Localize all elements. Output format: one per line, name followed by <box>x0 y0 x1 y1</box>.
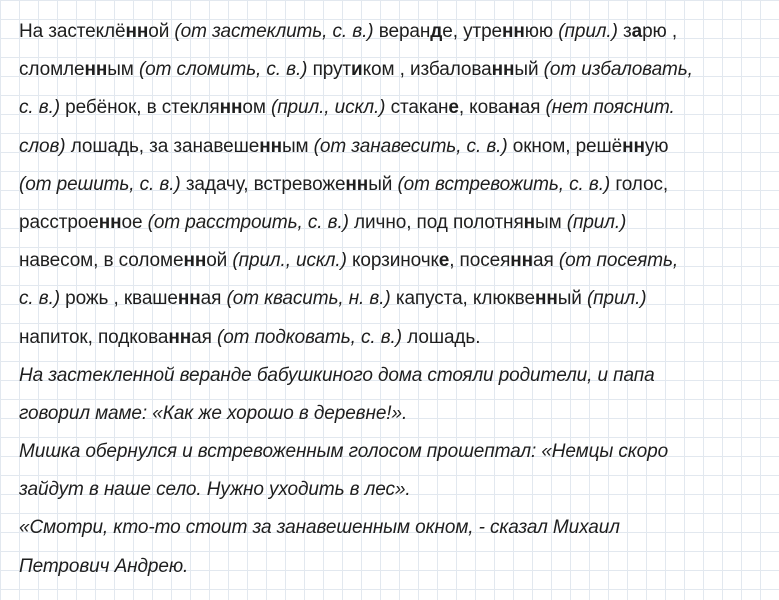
text-fragment: , посея <box>449 250 511 272</box>
highlighted-letters: нн <box>491 59 515 81</box>
grammar-note: (от решить, с. в.) <box>19 173 181 195</box>
text-fragment: ый <box>368 173 398 195</box>
highlighted-letters: нн <box>168 326 192 348</box>
highlighted-letters: нн <box>177 288 201 310</box>
highlighted-letters: нн <box>84 59 108 81</box>
text-fragment: ым <box>107 59 139 81</box>
highlighted-letters: нн <box>502 21 525 42</box>
grammar-note: (от расстроить, с. в.) <box>147 211 349 233</box>
example-line: зайдут в наше село. Нужно уходить в лес». <box>19 479 411 501</box>
text-fragment: , кова <box>458 97 509 119</box>
text-fragment: ой <box>148 21 175 42</box>
highlighted-letters: нн <box>345 173 369 195</box>
text-fragment: напиток, подкова <box>19 326 169 348</box>
example-line: На застекленной веранде бабушкиного дома стояли родители, и папа <box>19 364 655 386</box>
text-fragment: лошадь. <box>401 326 481 348</box>
grammar-note: (от посеять, <box>558 250 679 272</box>
text-fragment: лошадь, за занавеше <box>65 135 260 157</box>
grammar-note: (прил., искл.) <box>232 250 347 272</box>
text-fragment: прут <box>307 59 352 81</box>
grammar-note: (прил., искл.) <box>270 97 386 119</box>
example-line: говорил маме: «Как же хорошо в деревне!». <box>19 402 408 424</box>
text-fragment: ым <box>535 211 567 233</box>
grammar-note: (от сломить, с. в.) <box>138 59 308 81</box>
text-fragment: задачу, встревоже <box>180 173 346 195</box>
highlighted-letters: нн <box>622 135 645 157</box>
text-fragment: рю , <box>642 21 678 42</box>
grammar-note: (от занавесить, с. в.) <box>313 135 508 157</box>
exercise-line <box>19 51 769 89</box>
grammar-note: с. в.) <box>19 288 60 310</box>
text-fragment: юю <box>524 21 559 42</box>
text-fragment: стакан <box>385 97 449 119</box>
grammar-note: с. в.) <box>19 97 60 119</box>
text-fragment: ый <box>514 59 544 81</box>
exercise-line <box>19 204 769 242</box>
exercise-line <box>19 166 769 204</box>
highlighted-letters: а <box>631 21 643 42</box>
highlighted-letters: нн <box>125 21 149 42</box>
text-fragment: веран <box>373 21 431 42</box>
text-fragment: ой <box>206 250 233 272</box>
text-fragment: расстрое <box>19 211 99 233</box>
highlighted-letters: и <box>351 59 363 81</box>
text-fragment: ребёнок, в стекля <box>59 97 220 119</box>
grammar-note: (от квасить, н. в.) <box>226 288 391 310</box>
grammar-note: (прил.) <box>566 211 627 233</box>
highlighted-letters: д <box>430 21 443 42</box>
grammar-note: (от подковать, с. в.) <box>216 326 402 348</box>
highlighted-letters: е <box>448 97 459 119</box>
grammar-note: (прил.) <box>558 21 618 42</box>
exercise-line <box>19 128 769 166</box>
text-fragment: капуста, клюкве <box>390 288 535 310</box>
text-fragment: ая <box>200 288 227 310</box>
text-fragment: ый <box>557 288 587 310</box>
example-line: Мишка обернулся и встревоженным голосом прошептал: «Немцы скоро <box>19 441 669 463</box>
grammar-note: (от застеклить, с. в.) <box>174 21 374 42</box>
text-fragment: окном, решё <box>507 135 623 157</box>
exercise-text <box>19 13 769 357</box>
text-fragment: ую <box>644 135 669 157</box>
grammar-note: (нет пояснит. <box>545 97 675 119</box>
grammar-note: (прил.) <box>586 288 647 310</box>
exercise-line <box>19 242 769 280</box>
text-fragment: сломле <box>19 59 85 81</box>
grammar-note: (от избаловать, <box>543 59 693 81</box>
text-fragment: ом <box>242 97 271 119</box>
exercise-line <box>19 13 769 51</box>
highlighted-letters: нн <box>534 288 558 310</box>
example-line: «Смотри, кто-то стоит за занавешенным окном, - сказал Михаил <box>19 517 620 539</box>
example-sentences <box>19 357 769 586</box>
exercise-line <box>19 89 769 127</box>
highlighted-letters: нн <box>219 97 243 119</box>
highlighted-letters: н <box>523 211 536 233</box>
exercise-line <box>19 319 769 357</box>
text-fragment: е, утре <box>442 21 503 42</box>
text-fragment: ая <box>191 326 217 348</box>
text-fragment: ая <box>519 97 546 119</box>
grammar-note: (от встревожить, с. в.) <box>397 173 611 195</box>
highlighted-letters: нн <box>183 250 207 272</box>
highlighted-letters: нн <box>98 211 122 233</box>
grammar-note: слов) <box>19 135 66 157</box>
highlighted-letters: нн <box>259 135 282 157</box>
text-fragment: ое <box>121 211 148 233</box>
text-fragment: корзиночк <box>346 250 439 272</box>
text-fragment: навесом, в соломе <box>19 250 184 272</box>
text-fragment: На застеклё <box>19 21 126 42</box>
text-fragment: з <box>617 21 632 42</box>
text-fragment: ая <box>533 250 559 272</box>
text-fragment: ком , избалова <box>362 59 492 81</box>
text-fragment: лично, под полотня <box>348 211 524 233</box>
text-fragment: голос, <box>610 173 669 195</box>
exercise-line <box>19 280 769 318</box>
example-line: Петрович Андрею. <box>19 555 189 577</box>
text-fragment: рожь , кваше <box>59 288 178 310</box>
text-fragment: ым <box>281 135 314 157</box>
highlighted-letters: нн <box>510 250 534 272</box>
highlighted-letters: е <box>438 250 450 272</box>
highlighted-letters: н <box>508 97 520 119</box>
